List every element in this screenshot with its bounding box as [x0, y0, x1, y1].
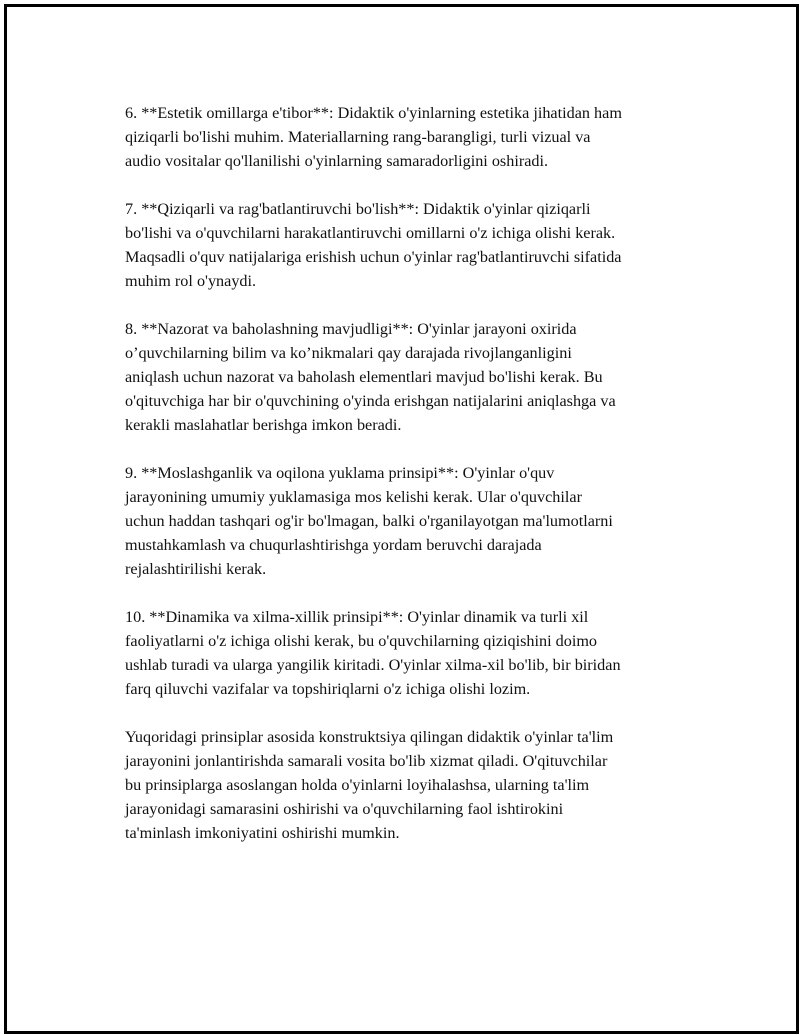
text-line: bu prinsiplarga asoslangan holda o'yinlarni loyihalashsa, ularning ta'lim	[125, 776, 590, 794]
paragraph-9-moslashganlik	[125, 461, 705, 581]
page-border	[4, 4, 799, 1034]
text-line: uchun haddan tashqari og'ir bo'lmagan, balki o'rganilayotgan ma'lumotlarni	[125, 512, 613, 530]
paragraph-6-estetik	[125, 101, 705, 173]
text-line: 7. **Qiziqarli va rag'batlantiruvchi bo'lish**: Didaktik o'yinlar qiziqarli	[125, 200, 591, 218]
text-line: rejalashtirilishi kerak.	[125, 560, 267, 578]
paragraph-10-dinamika	[125, 605, 705, 701]
text-line: kerakli maslahatlar berishga imkon beradi.	[125, 416, 402, 434]
text-line: farq qiluvchi vazifalar va topshiriqlarni o'z ichiga olishi lozim.	[125, 680, 531, 698]
text-line: muhim rol o'ynaydi.	[125, 272, 257, 290]
text-line: faoliyatlarni o'z ichiga olishi kerak, bu o'quvchilarning qiziqishini doimo	[125, 632, 598, 650]
text-line: jarayonining umumiy yuklamasiga mos kelishi kerak. Ular o'quvchilar	[125, 488, 582, 506]
text-line: o'qituvchiga har bir o'quvchining o'yinda erishgan natijalarini aniqlashga va	[125, 392, 616, 410]
text-line: 10. **Dinamika va xilma-xillik prinsipi**: O'yinlar dinamik va turli xil	[125, 608, 589, 626]
paragraph-conclusion	[125, 725, 705, 845]
text-line: jarayonidagi samarasini oshirishi va o'quvchilarning faol ishtirokini	[125, 800, 564, 818]
text-line: o’quvchilarning bilim va ko’nikmalari qay darajada rivojlanganligini	[125, 344, 572, 362]
text-line: Maqsadli o'quv natijalariga erishish uchun o'yinlar rag'batlantiruvchi sifatida	[125, 248, 622, 266]
paragraph-7-qiziqarli	[125, 197, 705, 293]
text-line: 6. **Estetik omillarga e'tibor**: Didaktik o'yinlarning estetika jihatidan ham	[125, 104, 622, 122]
text-line: qiziqarli bo'lishi muhim. Materiallarning rang-barangligi, turli vizual va	[125, 128, 591, 146]
text-line: aniqlash uchun nazorat va baholash elementlari mavjud bo'lishi kerak. Bu	[125, 368, 603, 386]
text-line: audio vositalar qo'llanilishi o'yinlarning samaradorligini oshiradi.	[125, 152, 549, 170]
document-body	[125, 101, 705, 869]
text-line: ushlab turadi va ularga yangilik kiritadi. O'yinlar xilma-xil bo'lib, bir biridan	[125, 656, 621, 674]
text-line: Yuqoridagi prinsiplar asosida konstruktsiya qilingan didaktik o'yinlar ta'lim	[125, 728, 614, 746]
text-line: mustahkamlash va chuqurlashtirishga yordam beruvchi darajada	[125, 536, 542, 554]
text-line: bo'lishi va o'quvchilarni harakatlantiruvchi omillarni o'z ichiga olishi kerak.	[125, 224, 616, 242]
text-line: ta'minlash imkoniyatini oshirishi mumkin.	[125, 824, 400, 842]
text-line: jarayonini jonlantirishda samarali vosita bo'lib xizmat qiladi. O'qituvchilar	[125, 752, 608, 770]
text-line: 8. **Nazorat va baholashning mavjudligi**: O'yinlar jarayoni oxirida	[125, 320, 577, 338]
text-line: 9. **Moslashganlik va oqilona yuklama prinsipi**: O'yinlar o'quv	[125, 464, 555, 482]
paragraph-8-nazorat	[125, 317, 705, 437]
